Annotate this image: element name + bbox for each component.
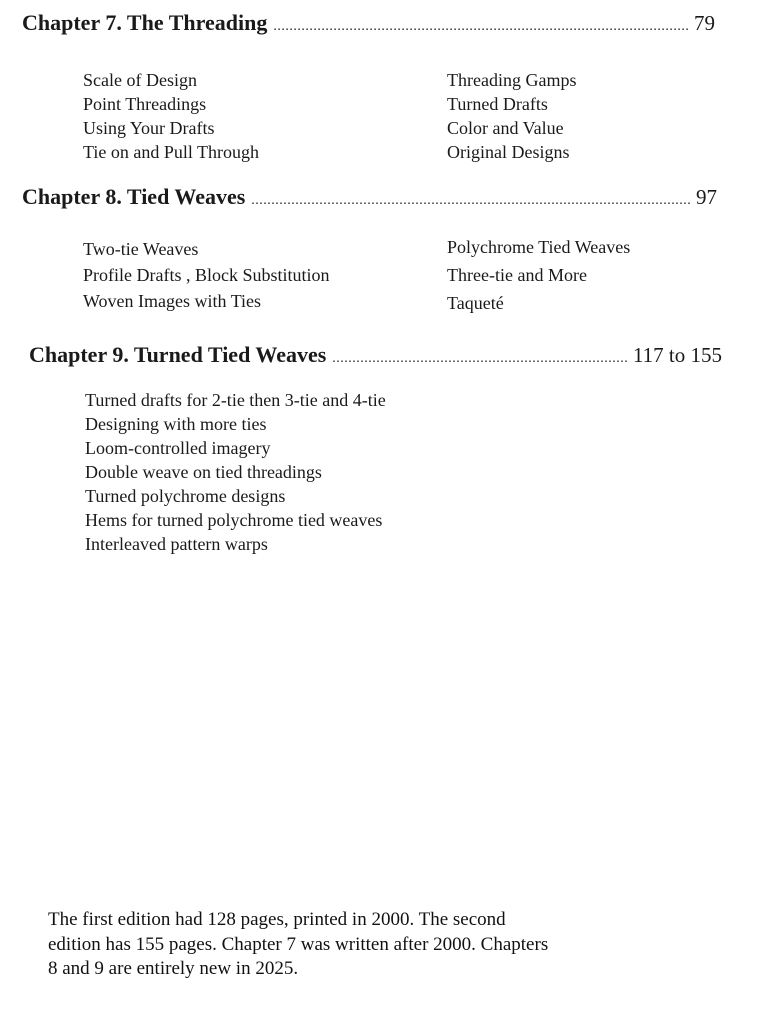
section-item: Scale of Design <box>83 70 197 90</box>
chapter-title: Chapter 7. The Threading <box>22 10 268 35</box>
section-item: Turned drafts for 2-tie then 3-tie and 4-tie <box>85 390 386 410</box>
section-item: Polychrome Tied Weaves <box>447 237 631 257</box>
leader-dots <box>332 346 629 372</box>
section-item: Tie on and Pull Through <box>83 142 260 162</box>
chapter-page-number: 97 <box>696 185 717 209</box>
chapter-page-number: 117 to 155 <box>632 343 722 367</box>
chapter-9-heading <box>29 342 722 372</box>
section-item: Threading Gamps <box>447 70 577 90</box>
section-item: Original Designs <box>447 142 570 162</box>
note-line: 8 and 9 are entirely new in 2025. <box>48 958 299 979</box>
section-item: Interleaved pattern warps <box>85 534 268 554</box>
chapter-9-sections <box>85 388 386 556</box>
chapter-page-number: 79 <box>694 11 715 35</box>
chapter-title: Chapter 8. Tied Weaves <box>22 184 246 209</box>
section-item: Woven Images with Ties <box>83 291 262 311</box>
chapter-7-sections-left <box>83 68 259 164</box>
section-item: Hems for turned polychrome tied weaves <box>85 510 383 530</box>
note-line: The first edition had 128 pages, printed in 2000. The second <box>48 909 506 930</box>
chapter-8-sections-left <box>83 236 330 314</box>
section-item: Using Your Drafts <box>83 118 215 138</box>
section-item: Double weave on tied threadings <box>85 462 322 482</box>
note-line: edition has 155 pages. Chapter 7 was written after 2000. Chapters <box>48 933 549 955</box>
section-item: Turned Drafts <box>447 94 548 114</box>
leader-dots <box>273 14 690 40</box>
chapter-7-sections-right <box>447 68 576 164</box>
section-item: Color and Value <box>447 118 564 138</box>
chapter-title: Chapter 9. Turned Tied Weaves <box>29 342 327 367</box>
section-item: Designing with more ties <box>85 414 267 434</box>
section-item: Three-tie and More <box>447 265 587 285</box>
section-item: Two-tie Weaves <box>83 239 199 259</box>
section-item: Taqueté <box>447 293 504 313</box>
chapter-8-sections-right <box>447 233 630 317</box>
leader-dots <box>251 188 692 214</box>
section-item: Profile Drafts , Block Substitution <box>83 265 330 285</box>
section-item: Loom-controlled imagery <box>85 438 271 458</box>
section-item: Point Threadings <box>83 94 207 114</box>
chapter-8-heading <box>22 184 717 214</box>
chapter-7-heading <box>22 10 715 40</box>
edition-note <box>48 908 608 982</box>
section-item: Turned polychrome designs <box>85 486 286 506</box>
